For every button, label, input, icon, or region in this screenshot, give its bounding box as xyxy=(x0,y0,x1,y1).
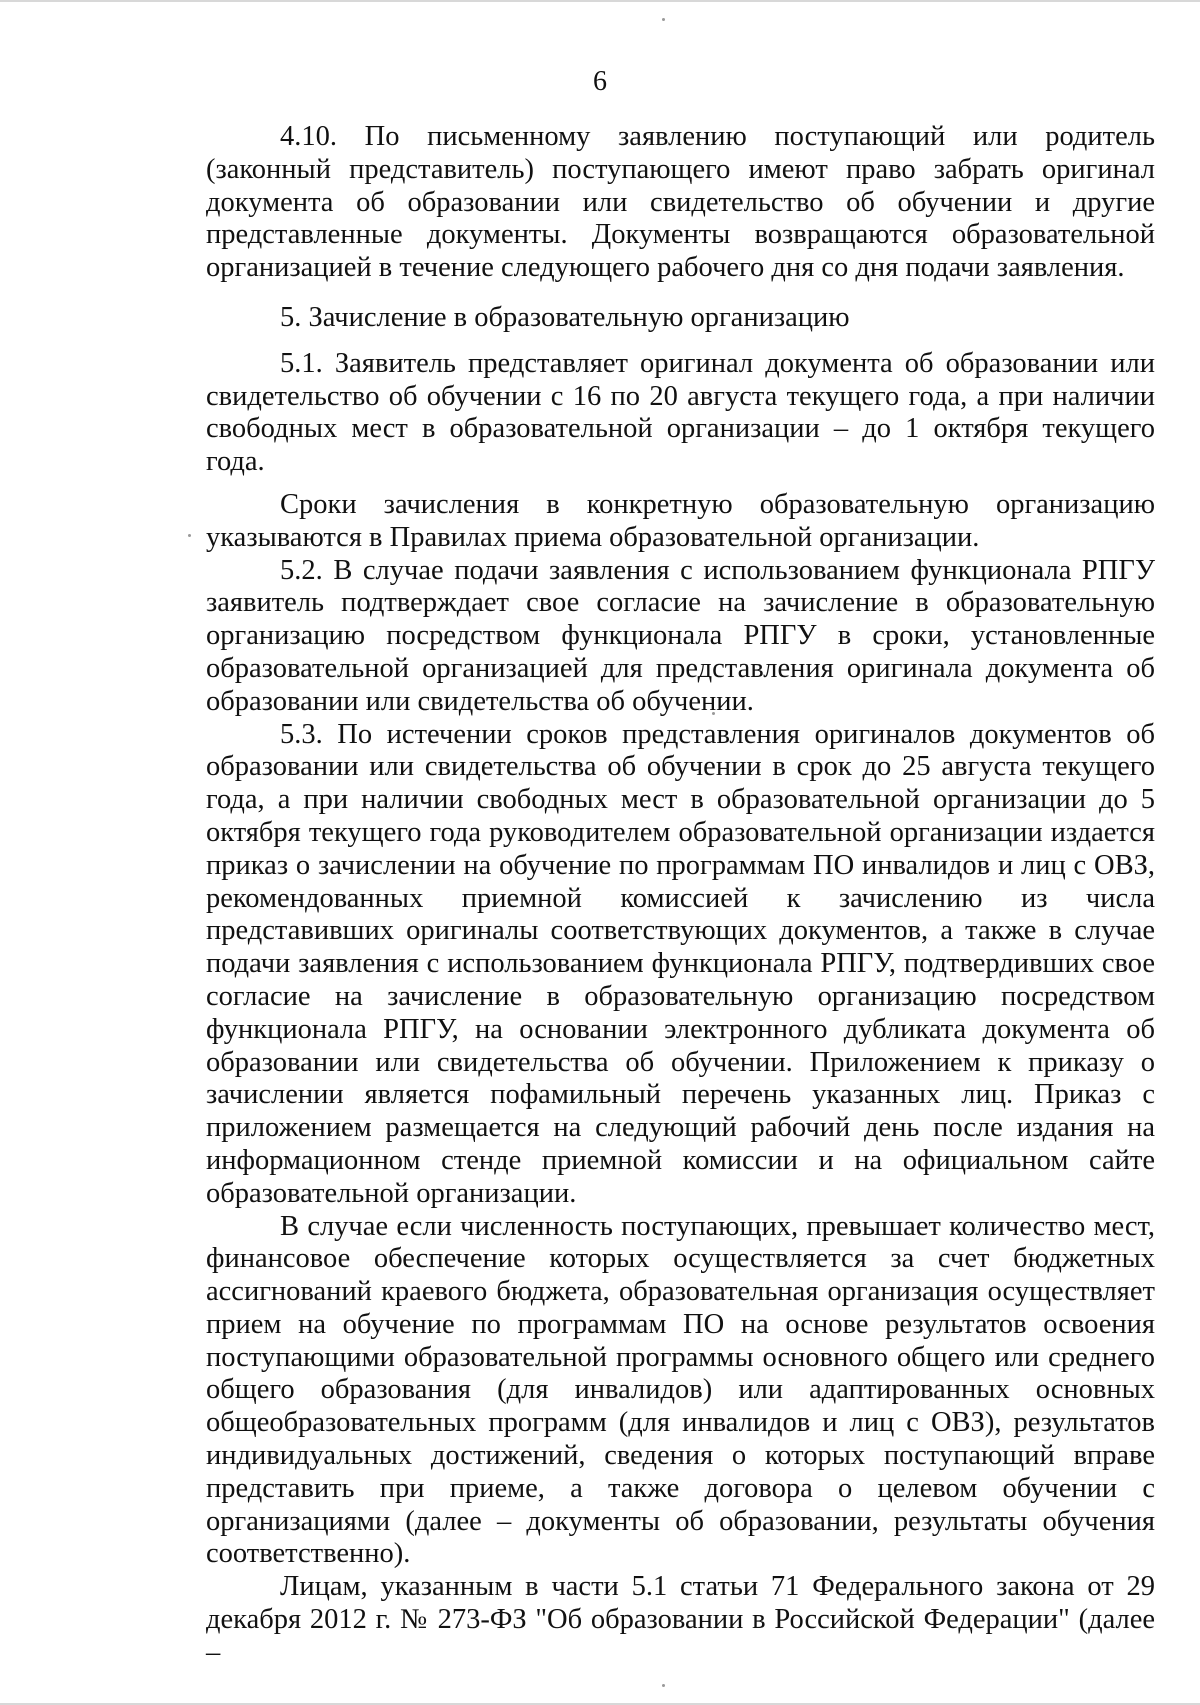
paragraph-enrollment-terms: Сроки зачисления в конкретную образовательную организацию указываются в Правилах приема образовательной организации. xyxy=(206,488,1155,553)
paragraph-4-10: 4.10. По письменному заявлению поступающий или родитель (законный представитель) поступающего имеют право забрать оригинал документа об образовании или свидетельство об обучении и другие представленные документы. Документы возвращаются образовательной организацией в течение следующего рабочего дня со дня подачи заявления. xyxy=(206,121,1155,284)
section-heading-5: 5. Зачисление в образовательную организацию xyxy=(280,301,850,333)
scan-speck xyxy=(188,534,191,537)
paragraph-5-3: 5.3. По истечении сроков представления оригиналов документов об образовании или свидетельства об обучении в срок до 25 августа текущего года, а при наличии свободных мест в образовательной организации до 5 октября текущего года руководителем образовательной организации издается приказ о зачислении на обучение по программам ПО инвалидов и лиц с ОВЗ, рекомендованных приемной комиссией к зачислению из числа представивших оригиналы соответствующих документов, а также в случае подачи заявления с использованием функционала РПГУ, подтвердивших свое согласие на зачисление в образовательную организацию посредством функционала РПГУ, на основании электронного дубликата документа об образовании или свидетельства об обучении. Приложением к приказу о зачислении является пофамильный перечень указанных лиц. Приказ с приложением размещается на следующий рабочий день после издания на информационном стенде приемной комиссии и на официальном сайте образовательной организации. xyxy=(206,718,1155,1209)
paragraph-5-1: 5.1. Заявитель представляет оригинал документа об образовании или свидетельство об обучении с 16 по 20 августа текущего года, а при наличии свободных мест в образовательной организации – до 1 октября текущего года. xyxy=(206,347,1155,478)
scan-speck xyxy=(662,1684,665,1687)
scan-speck xyxy=(662,18,665,21)
paragraph-persons-specified: Лицам, указанным в части 5.1 статьи 71 Федерального закона от 29 декабря 2012 г. № 273-ФЗ "Об образовании в Российской Федерации" (далее – xyxy=(206,1571,1155,1668)
document-body xyxy=(206,121,1155,1670)
scan-top-edge xyxy=(0,0,1200,2)
paragraph-applicants-exceed-places: В случае если численность поступающих, превышает количество мест, финансовое обеспечение которых осуществляется за счет бюджетных ассигнований краевого бюджета, образовательная организация осуществляет прием на обучение по программам ПО на основе результатов освоения поступающими образовательной программы основного общего или среднего общего образования (для инвалидов) или адаптированных основных общеобразовательных программ (для инвалидов и лиц с ОВЗ), результатов индивидуальных достижений, сведения о которых поступающий вправе представить при приеме, а также договора о целевом обучении с организациями (далее – документы об образовании, результаты обучения соответственно). xyxy=(206,1210,1155,1570)
page-number: 6 xyxy=(593,66,607,97)
paragraph-5-2: 5.2. В случае подачи заявления с использованием функционала РПГУ заявитель подтверждает свое согласие на зачисление в образовательную организацию посредством функционала РПГУ в сроки, установленные образовательной организацией для представления оригинала документа об образовании или свидетельства об обучении. xyxy=(206,554,1155,717)
